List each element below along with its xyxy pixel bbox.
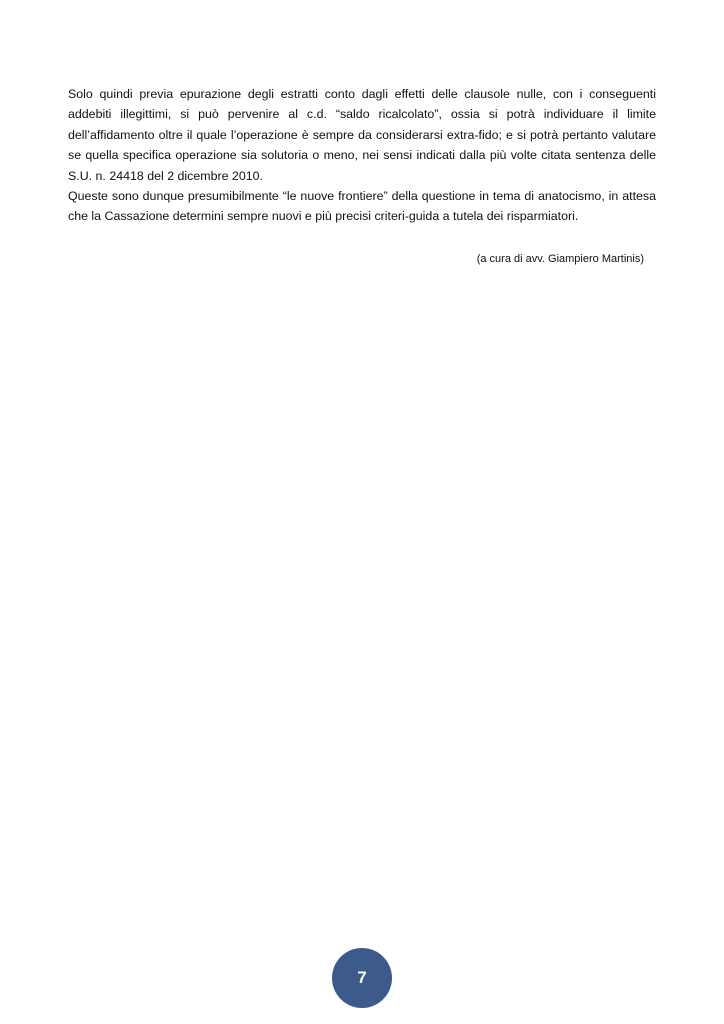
paragraph-1: Solo quindi previa epurazione degli estratti conto dagli effetti delle clausole nulle, con i conseguenti addebiti illegittimi, si può pervenire al c.d. “saldo ricalcolato”, ossia si potrà individuare il limite dell’affidamento oltre il quale l’operazione è sempre da considerarsi extra-fido; e si potrà pertanto valutare se quella specifica operazione sia solutoria o meno, nei sensi indicati dalla più volte citata sentenza delle S.U. n. 24418 del 2 dicembre 2010. [68,87,656,183]
body-text [68,84,656,227]
paragraph-2: Queste sono dunque presumibilmente “le nuove frontiere” della questione in tema di anatocismo, in attesa che la Cassazione determini sempre nuovi e più precisi criteri-guida a tutela dei risparmiatori. [68,189,656,224]
author-signature: (a cura di avv. Giampiero Martinis) [476,253,644,265]
page-number: 7 [357,968,367,987]
page-number-badge [332,948,392,1008]
